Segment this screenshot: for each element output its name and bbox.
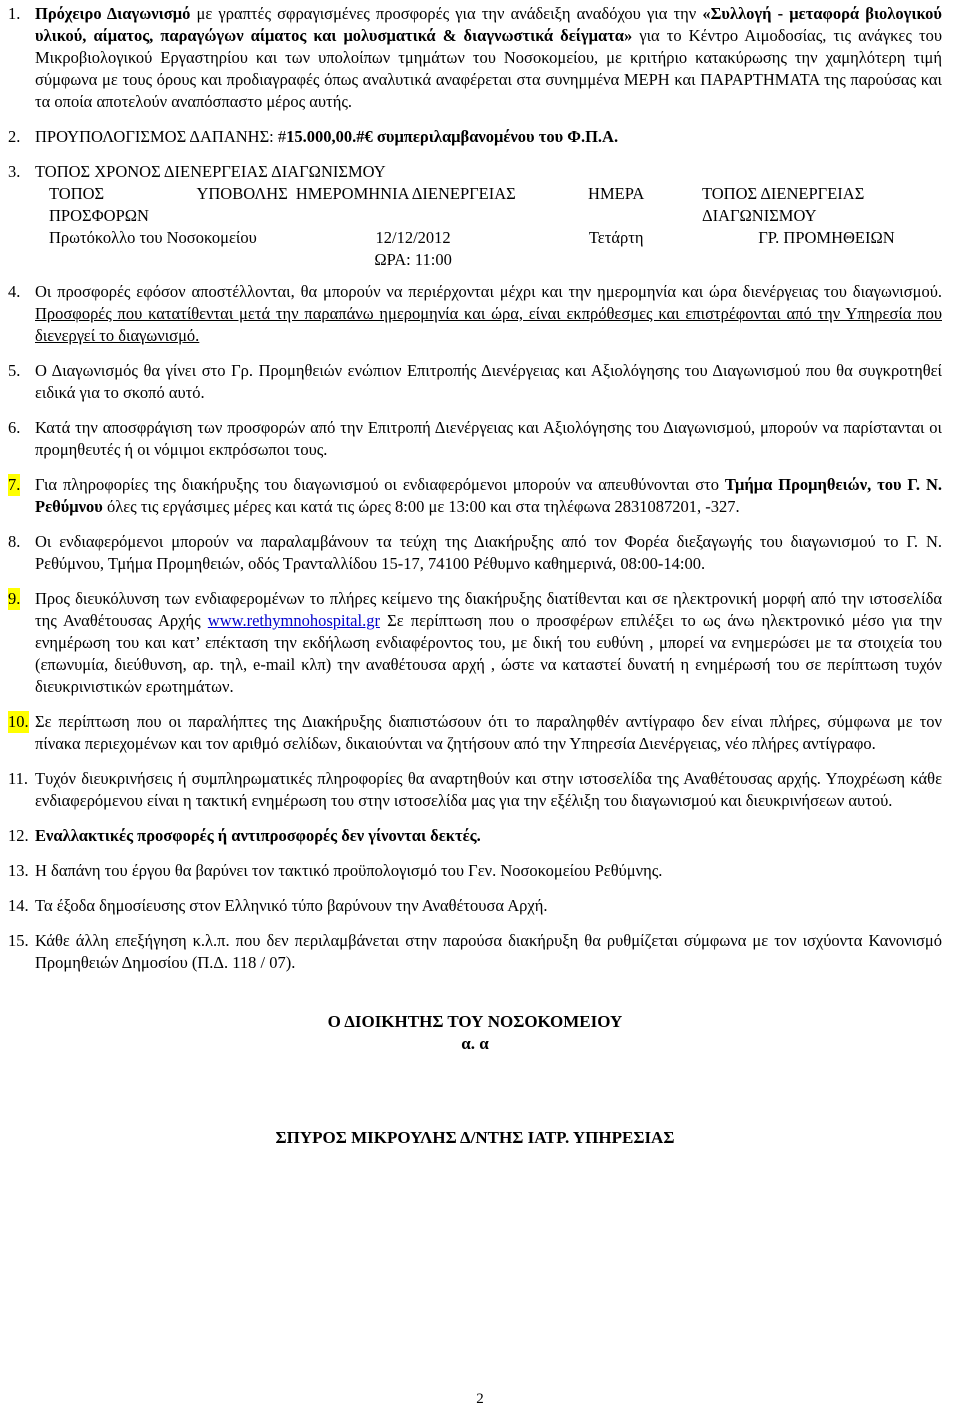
clause-9: 9. Προς διευκόλυνση των ενδιαφερομένων το πλήρες κείμενο της διακήρυξης διατίθενται και σε ηλεκτρονική μορφή από την ιστοσελίδα της Αναθέτουσας Αρχής www.rethymnohospital.gr Σε περίπτωση που ο προσφέρων επιλέξει το ως άνω ηλεκτρονικό μέσο για την ενημέρωση του και κατ’ επέκταση την εκδήλωση ενδιαφέροντος του, με δική του ευθύνη , μπορεί να ενημερώσει με τα στοιχεία του (επωνυμία, διεύθυνση, αρ. τηλ, e-mail κλπ) την αναθέτουσα αρχή , ώστε να καταστεί δυνατή η ενημέρωσή του σε περίπτωση τυχόν διευκρινιστικών ερωτημάτων. xyxy=(8,589,942,696)
schedule-heading: ΤΟΠΟΣ ΧΡΟΝΟΣ ΔΙΕΝΕΡΓΕΙΑΣ ΔΙΑΓΩΝΙΣΜΟΥ xyxy=(35,162,386,181)
highlighted-number: 9. xyxy=(8,589,21,608)
table-cell: Τετάρτη xyxy=(588,228,644,247)
clause-6: 6. Κατά την αποσφράγιση των προσφορών από την Επιτροπή Διενέργειας και Αξιολόγησης του Διαγωνισμού, μπορούν να παρίστανται οι προμηθευτές ή οι νόμιμοι εκπρόσωποι τους. xyxy=(8,418,942,459)
clause-4: 4. Οι προσφορές εφόσον αποστέλλονται, θα μπορούν να περιέρχονται μέχρι και την ημερομηνία και ώρα διενέργειας του διαγωνισμού. Προσφορές που κατατίθενται μετά την παραπάνω ημερομηνία και ώρα, είναι εκπρόθεσμες και επιστρέφονται από την Υπηρεσία που διενεργεί το διαγωνισμό. xyxy=(8,282,942,345)
clause-7: 7. Για πληροφορίες της διακήρυξης του διαγωνισμού οι ενδιαφερόμενοι μπορούν να απευθύνονται στο Τμήμα Προμηθειών, του Γ. Ν. Ρεθύμνου όλες τις εργάσιμες μέρες και κατά τις ώρες 8:00 με 13:00 και στα τηλέφωνα 2831087201, -327. xyxy=(8,475,942,516)
clause-3: 3. ΤΟΠΟΣ ΧΡΟΝΟΣ ΔΙΕΝΕΡΓΕΙΑΣ ΔΙΑΓΩΝΙΣΜΟΥ xyxy=(8,162,386,181)
schedule-table xyxy=(45,183,955,271)
table-cell: 12/12/2012 ΩΡΑ: 11:00 xyxy=(374,228,452,269)
document-page xyxy=(8,3,942,1149)
clause-number: 1. xyxy=(8,4,21,23)
clause-15: 15. Κάθε άλλη επεξήγηση κ.λ.π. που δεν περιλαμβάνεται στην παρούσα διακήρυξη θα ρυθμίζεται σύμφωνα με τον ισχύοντα Κανονισμό Προμηθειών Δημοσίου (Π.Δ. 118 / 07). xyxy=(8,931,942,972)
clause-5: 5. Ο Διαγωνισμός θα γίνει στο Γρ. Προμηθειών ενώπιον Επιτροπής Διενέργειας και Αξιολόγησης του Διαγωνισμού που θα συγκροτηθεί ειδικά για το σκοπό αυτό. xyxy=(8,361,942,402)
procurement-dept: Τμήμα Προμηθειών, του Γ. Ν. Ρεθύμνου xyxy=(35,475,942,516)
table-cell: Πρωτόκολλο του Νοσοκομείου xyxy=(49,228,257,247)
signatory-name: ΣΠΥΡΟΣ ΜΙΚΡΟΥΛΗΣ Δ/ΝΤΗΣ ΙΑΤΡ. ΥΠΗΡΕΣΙΑΣ xyxy=(275,1128,675,1147)
signatory-title: Ο ΔΙΟΙΚΗΤΗΣ ΤΟΥ ΝΟΣΟΚΟΜΕΙΟΥ xyxy=(327,1012,623,1031)
table-row xyxy=(45,227,955,271)
clause-11: 11. Τυχόν διευκρινήσεις ή συμπληρωματικές πληροφορίες θα αναρτηθούν και στην ιστοσελίδα της Αναθέτουσας αρχής. Υποχρέωση κάθε ενδιαφερόμενου είναι η τακτική ενημέρωση του στην ιστοσελίδα μας για την εξέλιξη του διαγωνισμού και διευκρινήσεων αυτού. xyxy=(8,769,942,810)
clause-1: 1. Πρόχειρο Διαγωνισμό με γραπτές σφραγισμένες προσφορές για την ανάδειξη αναδόχου για την «Συλλογή - μεταφορά βιολογικού υλικού, αίματος, παραγώγων αίματος και μολυσματικά & διαγνωστικά δείγματα» για το Κέντρο Αιμοδοσίας, τις ανάγκες του Μικροβιολογικού Εργαστηρίου και των υπολοίπων τμημάτων του Νοσοκομείου, με κριτήριο κατακύρωσης την χαμηλότερη τιμή σύμφωνα με τους όρους και προδιαγραφές όπως αναλυτικά αναφέρεται στα συνημμένα ΜΕΡΗ και ΠΑΡΑΡΤΗΜΑΤΑ της παρούσας και τα οποία αποτελούν αναπόσπαστο μέρος αυτής. xyxy=(8,4,943,111)
table-header-cell: ΤΟΠΟΣ ΥΠΟΒΟΛΗΣ ΠΡΟΣΦΟΡΩΝ xyxy=(49,184,288,225)
table-header-cell: ΗΜΕΡΟΜΗΝΙΑ ΔΙΕΝΕΡΓΕΙΑΣ xyxy=(295,184,516,203)
table-cell: ΓΡ. ΠΡΟΜΗΘΕΙΩΝ xyxy=(758,228,895,247)
website-link[interactable]: www.rethymnohospital.gr xyxy=(207,611,380,630)
clause-10: 10. Σε περίπτωση που οι παραλήπτες της Διακήρυξης διαπιστώσουν ότι το παραληφθέν αντίγραφο δεν είναι πλήρες, σύμφωνα με τον πίνακα περιεχομένων και τον αριθμό σελίδων, δικαιούνται να ζητήσουν από την Υπηρεσία Διενέργειας, νέο πλήρες αντίγραφο. xyxy=(8,712,942,753)
budget-label: ΠΡΟΥΠΟΛΟΓΙΣΜΟΣ ΔΑΠΑΝΗΣ: # xyxy=(35,127,287,146)
table-header-cell: ΗΜΕΡΑ xyxy=(588,184,645,203)
highlighted-number: 7. xyxy=(8,475,21,494)
table-header-cell: ΤΟΠΟΣ ΔΙΕΝΕΡΓΕΙΑΣ ΔΙΑΓΩΝΙΣΜΟΥ xyxy=(701,184,865,225)
table-header-row xyxy=(45,183,955,227)
clause-1-lead: Πρόχειρο Διαγωνισμό xyxy=(35,4,191,23)
highlighted-number: 10. xyxy=(8,712,29,731)
clause-1-subject: «Συλλογή - μεταφορά βιολογικού υλικού, αίματος, παραγώγων αίματος και μολυσματικά & διαγνωστικά δείγματα» xyxy=(35,4,942,45)
signatory-aa: α. α xyxy=(461,1034,489,1053)
clause-8: 8. Οι ενδιαφερόμενοι μπορούν να παραλαμβάνουν τα τεύχη της Διακήρυξης από τον Φορέα διεξαγωγής του διαγωνισμού το Γ. Ν. Ρεθύμνου, Τμήμα Προμηθειών, οδός Τρανταλλίδου 15-17, 74100 Ρέθυμνο καθημερινά, 08:00-14:00. xyxy=(8,532,942,573)
clause-13: 13. Η δαπάνη του έργου θα βαρύνει τον τακτικό προϋπολογισμό του Γεν. Νοσοκομείου Ρεθύμνης. xyxy=(8,861,663,880)
late-offers-note: Προσφορές που κατατίθενται μετά την παραπάνω ημερομηνία και ώρα, είναι εκπρόθεσμες και επιστρέφονται από την Υπηρεσία που διενεργεί το διαγωνισμό. xyxy=(35,304,942,345)
clause-2: 2. ΠΡΟΥΠΟΛΟΓΙΣΜΟΣ ΔΑΠΑΝΗΣ: #15.000,00.#€ συμπεριλαμβανομένου του Φ.Π.Α. xyxy=(8,127,619,146)
clause-14: 14. Τα έξοδα δημοσίευσης στον Ελληνικό τύπο βαρύνουν την Αναθέτουσα Αρχή. xyxy=(8,896,548,915)
page-number: 2 xyxy=(476,1391,484,1407)
clause-12: 12. Εναλλακτικές προσφορές ή αντιπροσφορές δεν γίνονται δεκτές. xyxy=(8,826,481,845)
budget-value: 15.000,00.#€ συμπεριλαμβανομένου του Φ.Π.Α. xyxy=(286,127,619,146)
